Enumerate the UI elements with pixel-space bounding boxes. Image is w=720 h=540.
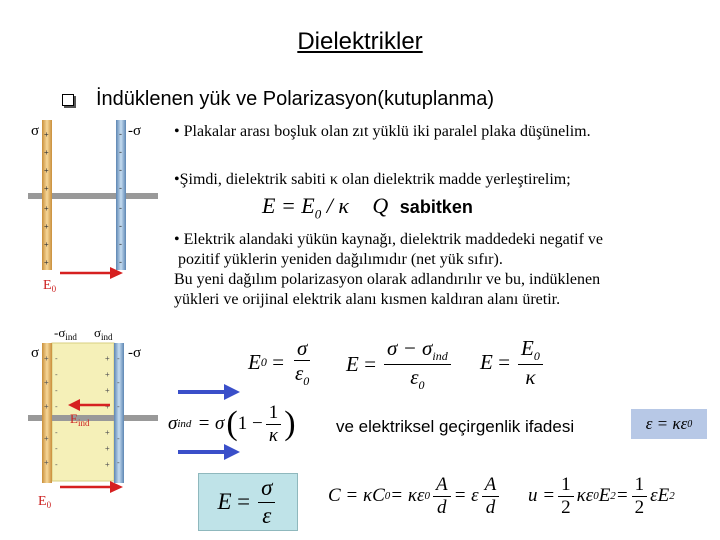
sigma-left: σ xyxy=(31,123,40,139)
svg-text:-: - xyxy=(55,386,58,395)
sigma-ind-right: $\sigma_{ind}$ xyxy=(94,325,113,342)
e-sigma-eps-box: E = $\frac{\sigma}{\varepsilon}$ xyxy=(198,473,298,531)
svg-text:+: + xyxy=(105,370,110,379)
svg-text:-: - xyxy=(55,370,58,379)
permittivity-box: ε = κε 0 xyxy=(631,409,707,439)
section-heading xyxy=(62,88,494,111)
svg-text:-: - xyxy=(119,165,122,175)
svg-text:+: + xyxy=(105,460,110,469)
svg-text:-: - xyxy=(119,129,122,139)
arrow-2-shaft xyxy=(178,450,224,454)
svg-text:-: - xyxy=(117,434,120,443)
svg-text:-: - xyxy=(117,354,120,363)
sigma-right-2: -σ xyxy=(128,345,142,361)
equation-e-net: E = $\frac{\sigma - \sigma_{ind}}{\varepsilon_0}$ xyxy=(346,336,454,393)
bullet-3: • Elektrik alandaki yükün kaynağı, dielektrik maddedeki negatif ve pozitif yüklerin yeniden dağılımıdır (net yük sıfır). Bu yeni dağılım polarizasyon olarak adlandırılır ve bu, indüklenen yükleri ve orijinal elektrik alanı kısmen kaldıran alanı üretir. xyxy=(174,231,604,308)
equation-e-over-k: $E = E_0 / \kappa$ Q sabitken xyxy=(262,193,473,222)
equation-e-kappa: E = $\frac{E_0}{\kappa}$ xyxy=(480,336,546,389)
svg-text:+: + xyxy=(44,402,49,411)
permittivity-text: ve elektriksel geçirgenlik ifadesi xyxy=(336,417,575,436)
bullet-1: • Plakalar arası boşluk olan zıt yüklü iki paralel plaka düşünelim. xyxy=(174,123,591,140)
svg-text:+: + xyxy=(44,434,49,443)
svg-text:+: + xyxy=(44,378,49,387)
svg-text:-: - xyxy=(119,183,122,193)
svg-text:+: + xyxy=(44,184,49,193)
svg-text:+: + xyxy=(44,130,49,139)
field-label-e0-2: $E_0$ xyxy=(38,494,52,510)
equation-energy-density: u = $\frac{1}{2}$ κε 0 E 2 = $\frac{1}{2}$ εE 2 xyxy=(528,474,675,518)
svg-text:+: + xyxy=(105,444,110,453)
svg-text:-: - xyxy=(117,458,120,467)
svg-text:+: + xyxy=(44,458,49,467)
bullet-2: •Şimdi, dielektrik sabiti κ olan dielektrik madde yerleştirelim; xyxy=(174,171,571,188)
svg-text:-: - xyxy=(55,402,58,411)
svg-text:+: + xyxy=(44,354,49,363)
capacitor-diagram-dielectric xyxy=(28,325,168,515)
svg-text:+: + xyxy=(105,428,110,437)
svg-text:+: + xyxy=(44,258,49,267)
svg-text:+: + xyxy=(44,240,49,249)
svg-text:-: - xyxy=(55,354,58,363)
svg-text:+: + xyxy=(44,148,49,157)
svg-text:-: - xyxy=(55,444,58,453)
svg-text:+: + xyxy=(44,204,49,213)
sigma-right: -σ xyxy=(128,123,142,139)
svg-text:-: - xyxy=(117,402,120,411)
sigma-ind-left: $-\sigma_{ind}$ xyxy=(54,325,77,342)
sigma-left-2: σ xyxy=(31,345,40,361)
field-label-e0: $E_0$ xyxy=(43,278,57,294)
capacitor-diagram-top xyxy=(28,115,168,295)
svg-text:-: - xyxy=(119,257,122,267)
svg-text:+: + xyxy=(44,166,49,175)
svg-text:-: - xyxy=(55,460,58,469)
checkbox-bullet-icon xyxy=(62,94,74,106)
svg-text:-: - xyxy=(119,203,122,213)
equation-sigma-ind: σ ind = σ ( 1 − $\frac{1}{\kappa}$ ) xyxy=(168,402,296,446)
svg-text:-: - xyxy=(119,147,122,157)
svg-text:-: - xyxy=(119,221,122,231)
svg-text:-: - xyxy=(55,428,58,437)
equation-e0: E 0 = $\frac{\sigma}{\varepsilon_0}$ xyxy=(248,336,310,389)
arrow-1-head xyxy=(224,384,240,400)
arrow-1-shaft xyxy=(178,390,224,394)
svg-text:+: + xyxy=(44,222,49,231)
heading-text: İndüklenen yük ve Polarizasyon(kutuplanma) xyxy=(96,88,494,110)
svg-text:-: - xyxy=(119,239,122,249)
page-title: Dielektrikler xyxy=(297,28,423,55)
svg-text:+: + xyxy=(105,402,110,411)
svg-text:+: + xyxy=(105,354,110,363)
field-label-ind: $E_{ind}$ xyxy=(70,411,90,428)
equation-capacitance: C = κC 0 = κε 0 $\frac{A}{d}$ = ε $\frac{A}{d}$ xyxy=(328,474,502,519)
svg-text:+: + xyxy=(105,386,110,395)
svg-text:-: - xyxy=(117,378,120,387)
